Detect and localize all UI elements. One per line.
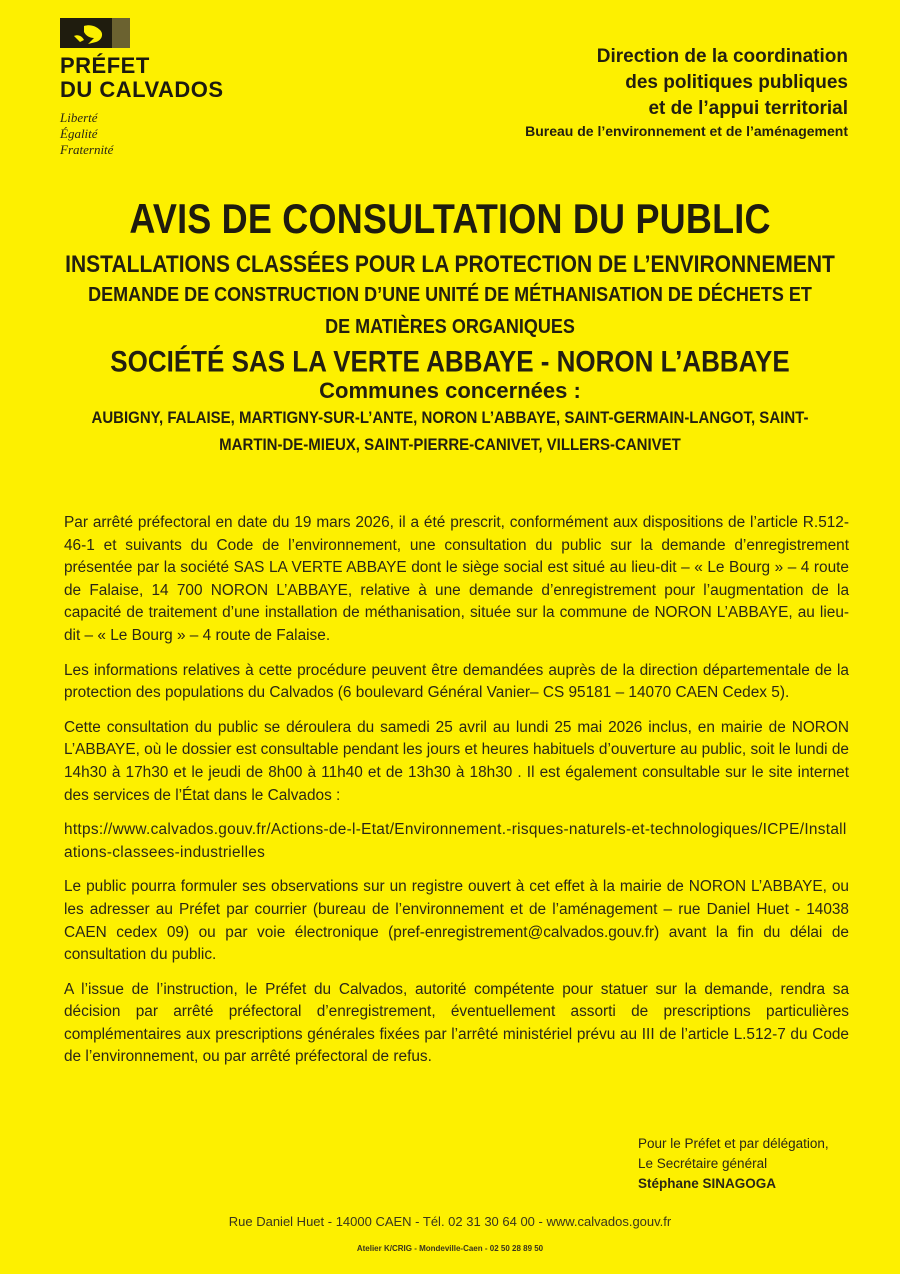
paragraph-decision: A l’issue de l’instruction, le Préfet du Calvados, autorité compétente pour statuer sur la demande, rendra sa décision par arrêté préfectoral d’enregistrement, éventuellement assorti de prescriptions particulières complémentaires aux prescriptions générales fixées par l’arrêté ministériel prévu au III de l’article L.512-7 du Code de l’environnement, ou par arrêté préfectoral de refus. — [64, 980, 849, 1066]
notice-body — [64, 512, 849, 1081]
societe-heading: SOCIÉTÉ SAS LA VERTE ABBAYE - NORON L’ABBAYE — [110, 343, 790, 379]
motto-liberte: Liberté — [60, 110, 98, 125]
paragraph-consultation: Cette consultation du public se déroulera du samedi 25 avril au lundi 25 mai 2026 inclus, en mairie de NORON L’ABBAYE, où le dossier est consultable pendant les jours et heures habituels d’ouverture au public, soit le lundi de 14h30 à 17h30 et le jeudi de 8h00 à 11h40 et de 13h30 à 18h30 . Il est également consultable sur le site internet des services de l’État dans le Calvados : — [64, 718, 849, 804]
prefet-logo-block — [60, 18, 260, 158]
paragraph-arrete: Par arrêté préfectoral en date du 19 mars 2026, il a été prescrit, conformément aux dispositions de l’article R.512-46-1 et suivants du Code de l’environnement, une consultation du public sur la demande d’enregistrement présentée par la société SAS LA VERTE ABBAYE dont le siège social est situé au lieu-dit – « Le Bourg » – 4 route de Falaise, 14 700 NORON L’ABBAYE, relative à une demande d’enregistrement pour l’augmentation de la capacité de traitement d’une installation de méthanisation, située sur la commune de NORON L’ABBAYE, au lieu-dit – « Le Bourg » – 4 route de Falaise. — [64, 514, 849, 644]
motto-egalite: Égalité — [60, 126, 98, 141]
demande-line-1: DEMANDE DE CONSTRUCTION D’UNE UNITÉ DE MÉTHANISATION DE DÉCHETS ET — [88, 282, 812, 306]
communes-line-1: AUBIGNY, FALAISE, MARTIGNY-SUR-L’ANTE, NORON L’ABBAYE, SAINT-GERMAIN-LANGOT, SAINT- — [91, 408, 809, 428]
title-block — [40, 196, 860, 456]
prefet-line-1: PRÉFET — [60, 53, 150, 78]
demande-line-2: DE MATIÈRES ORGANIQUES — [325, 314, 575, 338]
republic-motto — [60, 110, 260, 158]
page-title: AVIS DE CONSULTATION DU PUBLIC — [129, 194, 771, 242]
marianne-logo-icon — [60, 18, 130, 48]
paragraph-observations: Le public pourra formuler ses observations sur un registre ouvert à cet effet à la mairie de NORON L’ABBAYE, ou les adresser au Préfet par courrier (bureau de l’environnement et de l’aménagement – rue Daniel Huet - 14038 CAEN cedex 09) ou par voie électronique (pref-enregistrement@calvados.gouv.fr) avant la fin du délai de consultation du public. — [64, 878, 849, 964]
motto-fraternite: Fraternité — [60, 142, 114, 157]
direction-block — [428, 44, 848, 140]
bureau-label: Bureau de l’environnement et de l’aménagement — [525, 123, 848, 139]
signature-line-1: Pour le Préfet et par délégation, — [638, 1136, 829, 1151]
signature-line-2: Le Secrétaire général — [638, 1156, 768, 1171]
consultation-url: https://www.calvados.gouv.fr/Actions-de-l-Etat/Environnement.-risques-naturels-et-technologiques/ICPE/Installations-classees-industrielles — [64, 821, 847, 861]
direction-line-1: Direction de la coordination — [596, 46, 848, 67]
communes-label: Communes concernées : — [319, 378, 581, 403]
paragraph-informations: Les informations relatives à cette procédure peuvent être demandées auprès de la direction départementale de la protection des populations du Calvados (6 boulevard Général Vanier– CS 95181 – 14070 CAEN Cedex 5). — [64, 661, 849, 702]
prefet-line-2: DU CALVADOS — [60, 77, 224, 102]
signature-block — [638, 1134, 878, 1194]
demande-heading — [40, 278, 860, 342]
footer-address: Rue Daniel Huet - 14000 CAEN - Tél. 02 31 30 64 00 - www.calvados.gouv.fr — [228, 1214, 672, 1229]
direction-line-3: et de l’appui territorial — [648, 98, 848, 119]
printer-imprint: Atelier K/CRIG - Mondeville-Caen - 02 50 28 89 50 — [356, 1244, 544, 1253]
direction-line-2: des politiques publiques — [625, 72, 848, 93]
communes-line-2: MARTIN-DE-MIEUX, SAINT-PIERRE-CANIVET, VILLERS-CANIVET — [219, 435, 681, 455]
icpe-heading: INSTALLATIONS CLASSÉES POUR LA PROTECTION DE L’ENVIRONNEMENT — [65, 251, 835, 278]
signatory-name: Stéphane SINAGOGA — [638, 1176, 777, 1191]
prefet-title — [60, 54, 260, 102]
communes-list — [40, 405, 860, 459]
